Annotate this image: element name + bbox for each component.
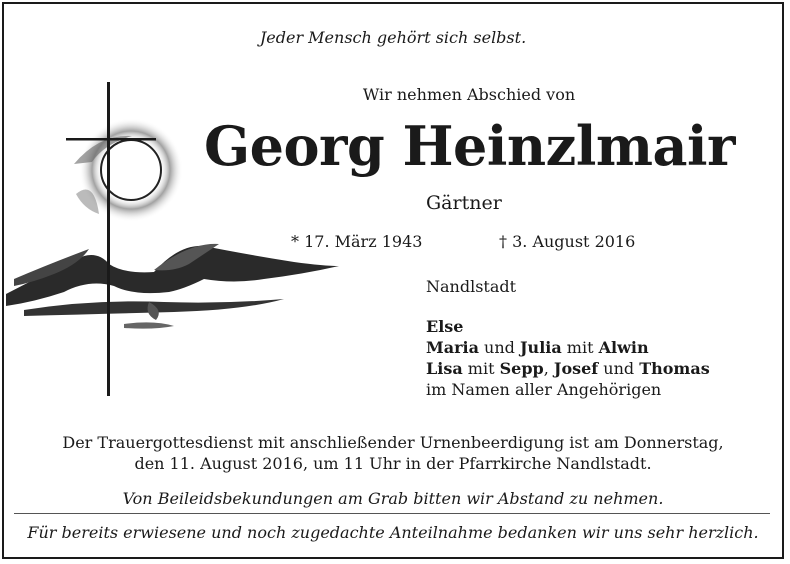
connector: , [543, 359, 554, 378]
condolence-request: Von Beileidsbekundungen am Grab bitten wir Abstand zu nehmen. [122, 489, 664, 508]
mourners-line [426, 337, 710, 358]
sun-icon [74, 118, 183, 222]
mourner-name: Lisa [426, 359, 463, 378]
divider [14, 513, 770, 514]
mourners-line [426, 358, 710, 379]
connector: und [598, 359, 640, 378]
mourner-name: Thomas [639, 359, 710, 378]
death-date: † 3. August 2016 [499, 232, 636, 251]
cross-landscape-illustration [4, 74, 354, 404]
mourner-name: Alwin [598, 338, 649, 357]
mourners-line [426, 316, 710, 337]
connector: mit [462, 359, 500, 378]
motto: Jeder Mensch gehört sich selbst. [259, 28, 527, 47]
place: Nandlstadt [426, 277, 517, 296]
mourner-name: Sepp [499, 359, 544, 378]
service-line: den 11. August 2016, um 11 Uhr in der Pfarrkirche Nandlstadt. [134, 454, 652, 473]
thanks-line: Für bereits erwiesene und noch zugedachte Anteilnahme bedanken wir uns sehr herzlich. [27, 523, 759, 542]
mourner-name: Else [426, 317, 464, 336]
birth-date: * 17. März 1943 [291, 232, 423, 251]
deceased-name: Georg Heinzlmair [204, 114, 735, 178]
connector: mit [561, 338, 599, 357]
mourner-name: Maria [426, 338, 479, 357]
intro-line: Wir nehmen Abschied von [362, 85, 576, 104]
service-line: Der Trauergottesdienst mit anschließender Urnenbeerdigung ist am Donnerstag, [62, 433, 724, 452]
service-announcement [4, 432, 782, 474]
profession: Gärtner [426, 192, 502, 214]
mourners-closing: im Namen aller Angehörigen [426, 380, 662, 399]
mountains-illustration [6, 244, 339, 329]
mourners-list [426, 316, 710, 400]
mourner-name: Julia [519, 338, 562, 357]
obituary-notice [2, 2, 784, 559]
mourner-name: Josef [553, 359, 599, 378]
connector: und [478, 338, 520, 357]
